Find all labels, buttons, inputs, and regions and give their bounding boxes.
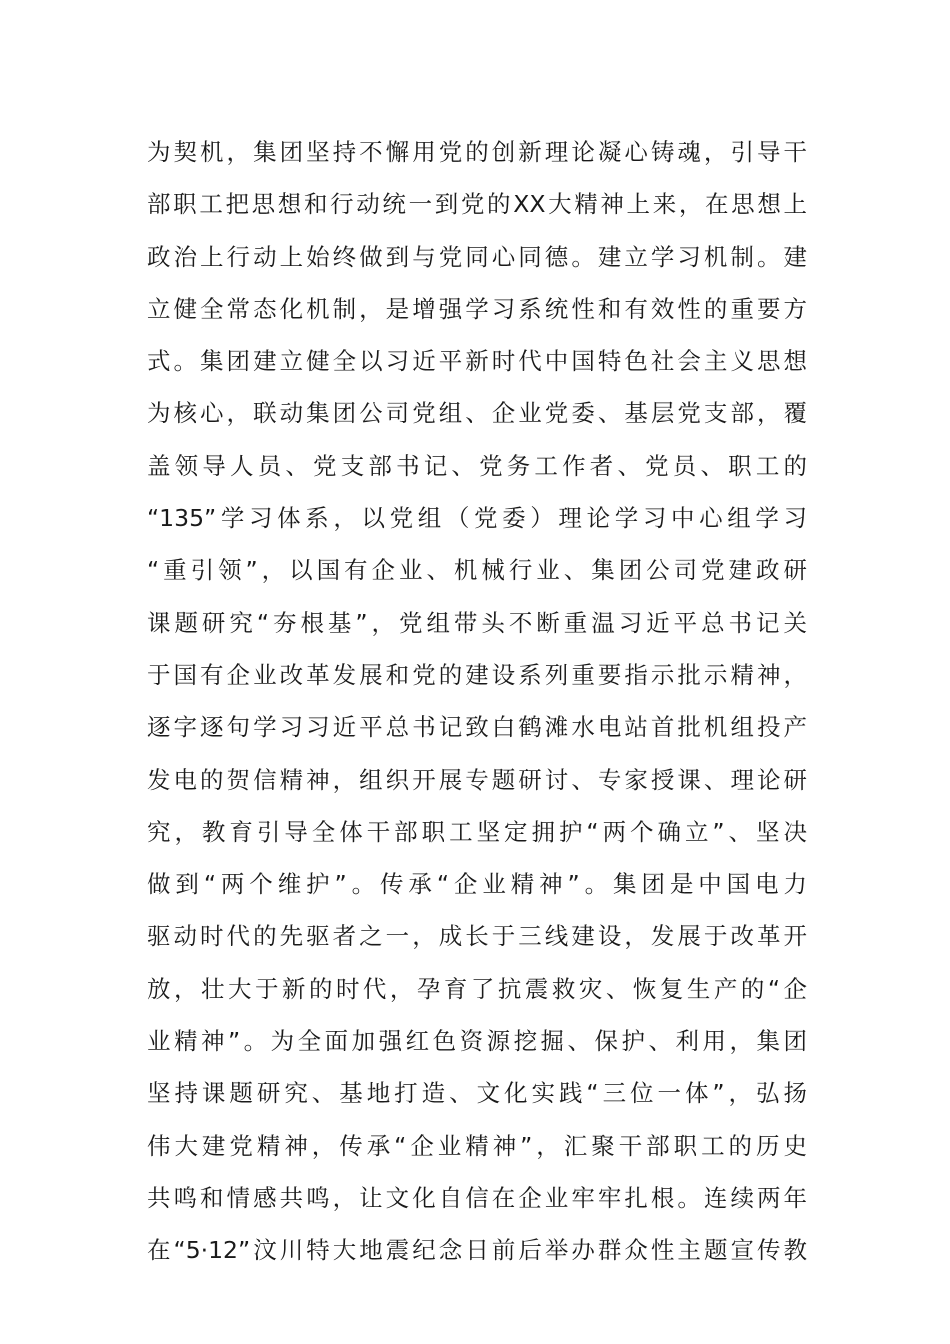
text-line: 业精神”。为全面加强红色资源挖掘、保护、利用，集团 (147, 1027, 807, 1056)
text-line: 做到“两个维护”。传承“企业精神”。集团是中国电力 (147, 870, 807, 899)
body-paragraph (147, 126, 807, 1277)
text-line: 部职工把思想和行动统一到党的XX大精神上来，在思想上 (147, 190, 807, 219)
text-line: 驱动时代的先驱者之一，成长于三线建设，发展于改革开 (147, 922, 807, 951)
text-line: 立健全常态化机制，是增强学习系统性和有效性的重要方 (147, 294, 807, 323)
text-line: 式。集团建立健全以习近平新时代中国特色社会主义思想 (147, 347, 807, 376)
text-line: 发电的贺信精神，组织开展专题研讨、专家授课、理论研 (147, 765, 807, 794)
text-line: 共鸣和情感共鸣，让文化自信在企业牢牢扎根。连续两年 (147, 1183, 807, 1212)
text-line: 坚持课题研究、基地打造、文化实践“三位一体”，弘扬 (147, 1079, 807, 1108)
text-line: 为契机，集团坚持不懈用党的创新理论凝心铸魂，引导干 (147, 138, 807, 166)
text-line: 于国有企业改革发展和党的建设系列重要指示批示精神， (147, 660, 807, 689)
text-line: 放，壮大于新的时代，孕育了抗震救灾、恢复生产的“企 (147, 974, 807, 1003)
text-line: 为核心，联动集团公司党组、企业党委、基层党支部，覆 (147, 399, 807, 428)
text-line: 课题研究“夯根基”，党组带头不断重温习近平总书记关 (147, 608, 807, 637)
text-line: 逐字逐句学习习近平总书记致白鹤滩水电站首批机组投产 (147, 713, 807, 742)
text-line: “重引领”，以国有企业、机械行业、集团公司党建政研 (147, 556, 807, 585)
text-line: 究，教育引导全体干部职工坚定拥护“两个确立”、坚决 (147, 817, 807, 846)
text-line: 盖领导人员、党支部书记、党务工作者、党员、职工的 (147, 451, 807, 480)
text-line: 政治上行动上始终做到与党同心同德。建立学习机制。建 (147, 242, 807, 271)
text-line: 伟大建党精神，传承“企业精神”，汇聚干部职工的历史 (147, 1131, 807, 1160)
text-line: “135”学习体系，以党组（党委）理论学习中心组学习 (147, 504, 807, 533)
text-line: 在“5·12”汶川特大地震纪念日前后举办群众性主题宣传教 (147, 1236, 807, 1265)
